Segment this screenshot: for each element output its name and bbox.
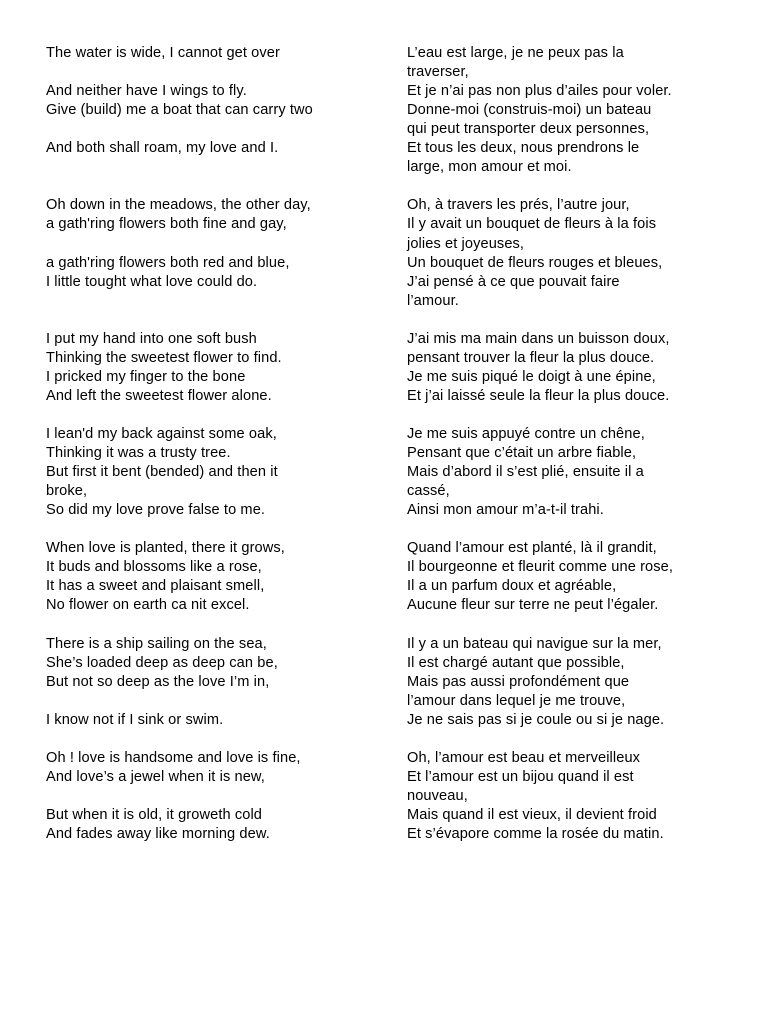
english-lyric-line: It buds and blossoms like a rose, [46, 559, 262, 576]
english-lyric-line: But first it bent (bended) and then it [46, 464, 278, 481]
french-lyric-line: large, mon amour et moi. [407, 159, 572, 176]
english-lyric-line: No flower on earth ca nit excel. [46, 597, 250, 614]
english-lyric-line: Thinking the sweetest flower to find. [46, 349, 282, 366]
english-lyric-line: a gath'ring flowers both red and blue, [46, 254, 290, 271]
french-lyric-line: Mais pas aussi profondément que [407, 673, 630, 690]
english-lyric-line: Oh down in the meadows, the other day, [46, 197, 311, 214]
english-lyric-line: Oh ! love is handsome and love is fine, [46, 749, 301, 766]
french-lyric-line: Pensant que c’était un arbre fiable, [407, 445, 637, 462]
french-lyric-line: Quand l’amour est planté, là il grandit, [407, 540, 657, 557]
english-lyric-line: And left the sweetest flower alone. [46, 387, 272, 404]
french-lyric-line: Et s’évapore comme la rosée du matin. [407, 826, 664, 843]
french-lyric-line: Et l’amour est un bijou quand il est [407, 768, 634, 785]
french-lyric-line: Je me suis piqué le doigt à une épine, [407, 368, 656, 385]
french-lyric-line: Je me suis appuyé contre un chêne, [407, 426, 645, 442]
english-lyric-line: And love’s a jewel when it is new, [46, 768, 265, 785]
english-lyric-line: So did my love prove false to me. [46, 502, 266, 519]
english-lyric-line: I pricked my finger to the bone [46, 368, 246, 385]
french-lyric-line: Il a un parfum doux et agréable, [407, 578, 617, 595]
french-lyric-line: Oh, à travers les prés, l’autre jour, [407, 197, 630, 214]
english-lyric-line: And fades away like morning dew. [46, 826, 270, 843]
french-lyric-line: Il est chargé autant que possible, [407, 654, 625, 671]
french-lyric-line: traverser, [407, 64, 469, 81]
french-lyric-line: Ainsi mon amour m’a-t-il trahi. [407, 502, 604, 519]
english-lyric-line: And both shall roam, my love and I. [46, 140, 279, 157]
french-lyric-line: Et je n’ai pas non plus d’ailes pour voler. [407, 83, 672, 100]
english-lyric-line: When love is planted, there it grows, [46, 540, 285, 557]
french-lyric-line: l’amour. [407, 292, 459, 309]
french-lyric-line: Mais d’abord il s’est plié, ensuite il a [407, 464, 644, 481]
french-lyric-line: J’ai pensé à ce que pouvait faire [407, 273, 620, 290]
english-lyric-line: There is a ship sailing on the sea, [46, 635, 267, 652]
english-lyric-line: But when it is old, it groweth cold [46, 807, 263, 823]
french-lyric-line: l’amour dans lequel je me trouve, [407, 692, 626, 709]
french-lyric-line: Oh, l’amour est beau et merveilleux [407, 749, 641, 766]
english-lyric-line: She’s loaded deep as deep can be, [46, 654, 278, 671]
french-lyric-line: Il bourgeonne et fleurit comme une rose, [407, 559, 674, 576]
english-lyric-line: The water is wide, I cannot get over [46, 45, 280, 61]
french-lyric-line: qui peut transporter deux personnes, [407, 121, 650, 138]
french-lyric-line: Il y avait un bouquet de fleurs à la fois [407, 216, 657, 233]
french-lyric-line: Aucune fleur sur terre ne peut l’égaler. [407, 597, 659, 614]
french-lyric-line: J’ai mis ma main dans un buisson doux, [407, 330, 670, 347]
english-lyric-line: Give (build) me a boat that can carry two [46, 102, 313, 119]
french-lyric-line: cassé, [407, 483, 450, 500]
english-lyric-line: But not so deep as the love I’m in, [46, 673, 270, 690]
french-lyric-line: Mais quand il est vieux, il devient froid [407, 807, 657, 823]
french-lyric-line: Et tous les deux, nous prendrons le [407, 140, 640, 157]
english-lyric-line: I lean'd my back against some oak, [46, 426, 277, 442]
french-lyric-line: pensant trouver la fleur la plus douce. [407, 349, 655, 366]
english-lyric-line: a gath'ring flowers both fine and gay, [46, 216, 287, 233]
english-lyric-line: I know not if I sink or swim. [46, 711, 224, 728]
french-lyric-line: jolies et joyeuses, [407, 235, 525, 252]
french-lyric-line: Un bouquet de fleurs rouges et bleues, [407, 254, 663, 271]
french-lyric-line: nouveau, [407, 787, 468, 804]
french-lyric-line: Il y a un bateau qui navigue sur la mer, [407, 635, 662, 652]
english-lyric-line: It has a sweet and plaisant smell, [46, 578, 265, 595]
french-lyric-line: Donne-moi (construis-moi) un bateau [407, 102, 652, 119]
french-lyric-line: L’eau est large, je ne peux pas la [407, 45, 624, 61]
english-lyric-line: I little tought what love could do. [46, 273, 258, 290]
english-lyric-line: Thinking it was a trusty tree. [46, 445, 231, 462]
english-lyric-line: And neither have I wings to fly. [46, 83, 247, 100]
french-lyric-line: Je ne sais pas si je coule ou si je nage. [407, 711, 665, 728]
english-lyric-line: broke, [46, 483, 88, 500]
french-lyric-line: Et j’ai laissé seule la fleur la plus douce. [407, 387, 670, 404]
english-lyric-line: I put my hand into one soft bush [46, 330, 257, 347]
